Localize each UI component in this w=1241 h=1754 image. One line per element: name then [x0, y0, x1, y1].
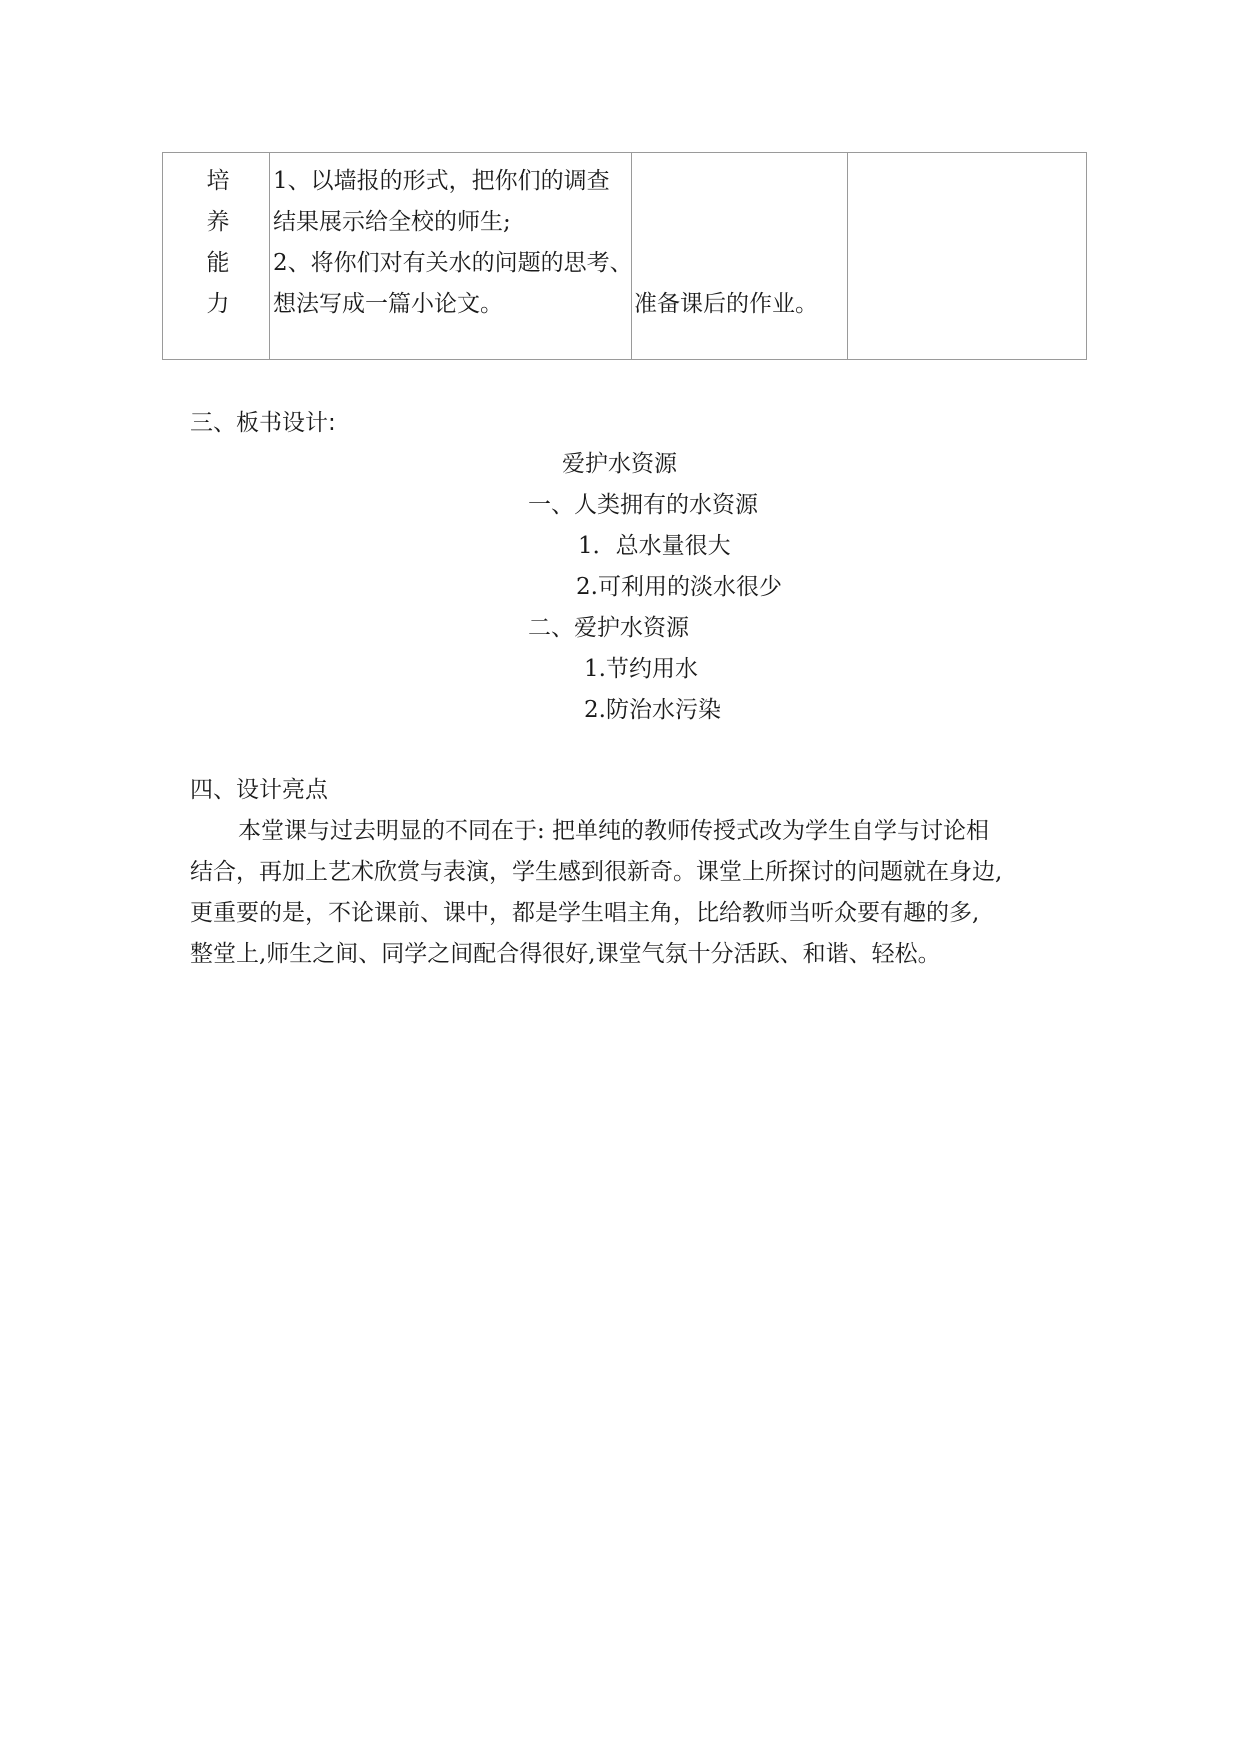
section-heading-board-design: 三、板书设计: [190, 410, 336, 436]
student-activity-cell: 准备课后的作业。 [634, 291, 818, 317]
activity-line: 2、将你们对有关水的问题的思考、 [273, 250, 633, 276]
board-title: 爱护水资源 [562, 451, 677, 477]
row-label-char: 力 [206, 291, 230, 317]
row-label-char: 培 [206, 168, 230, 194]
board-item: 1．总水量很大 [578, 533, 731, 559]
activity-line: 结果展示给全校的师生; [273, 209, 511, 235]
board-part-2: 二、爱护水资源 [528, 615, 689, 641]
paragraph-line: 本堂课与过去明显的不同在于: 把单纯的教师传授式改为学生自学与讨论相 [238, 818, 990, 844]
row-label-char: 养 [206, 209, 230, 235]
section-heading-design-highlights: 四、设计亮点 [190, 777, 328, 803]
table-divider [269, 153, 270, 359]
activity-cell [273, 161, 633, 325]
paragraph-line: 结合，再加上艺术欣赏与表演，学生感到很新奇。课堂上所探讨的问题就在身边, [190, 859, 1003, 885]
paragraph-line: 整堂上,师生之间、同学之间配合得很好,课堂气氛十分活跃、和谐、轻松。 [190, 941, 941, 967]
row-label-ability [198, 161, 238, 325]
table-divider [847, 153, 848, 359]
activity-line: 想法写成一篇小论文。 [273, 291, 503, 317]
board-part-1: 一、人类拥有的水资源 [528, 492, 758, 518]
activity-line: 1、以墙报的形式，把你们的调查 [273, 168, 610, 194]
board-item: 2.可利用的淡水很少 [576, 574, 782, 600]
board-item: 1.节约用水 [584, 656, 698, 682]
paragraph-line: 更重要的是，不论课前、课中，都是学生唱主角，比给教师当听众要有趣的多, [190, 900, 980, 926]
row-label-char: 能 [206, 250, 230, 276]
board-item: 2.防治水污染 [584, 697, 721, 723]
highlights-paragraph [190, 811, 1070, 975]
activity-table [162, 152, 1087, 360]
